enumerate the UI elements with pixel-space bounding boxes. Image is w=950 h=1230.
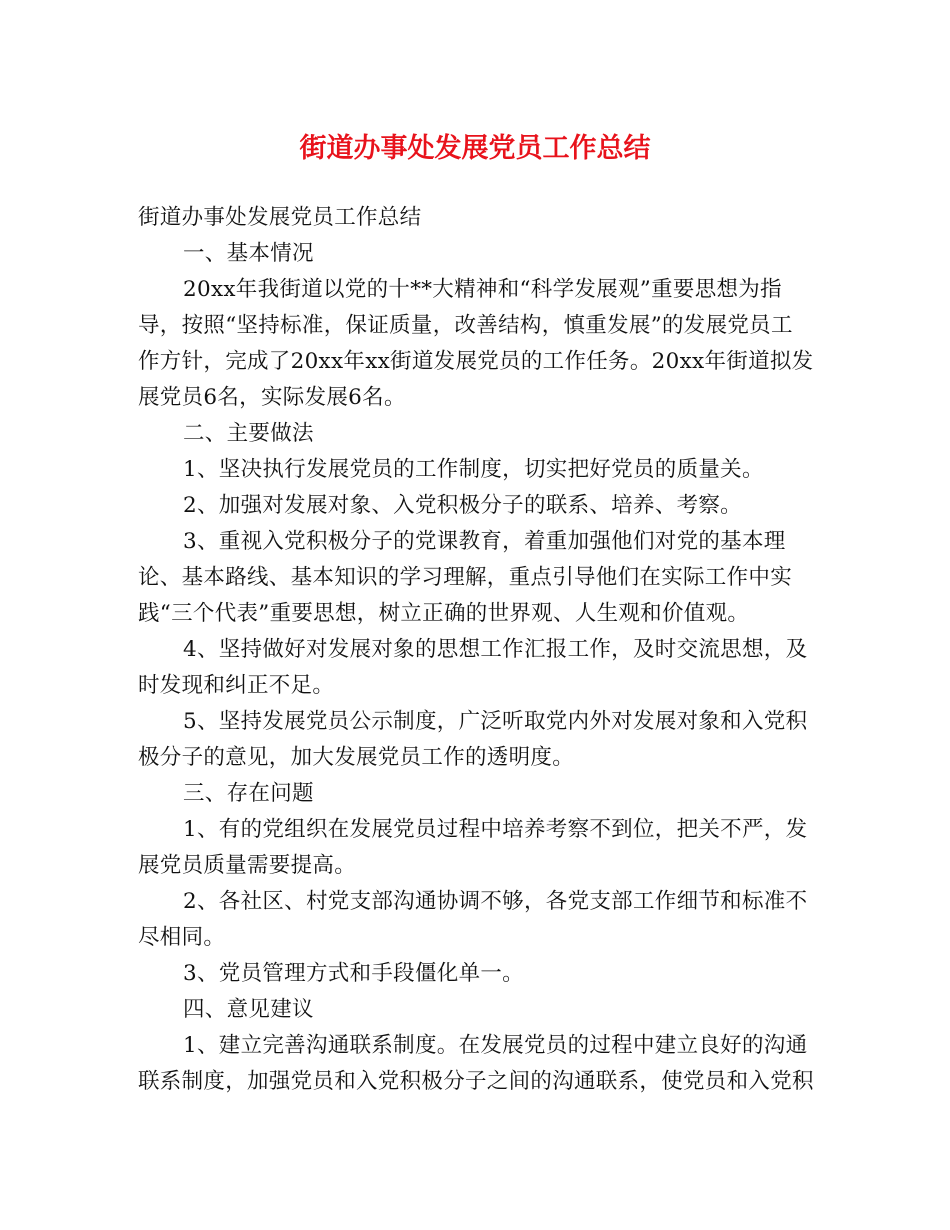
subtitle-paragraph: 街道办事处发展党员工作总结 <box>138 205 422 230</box>
section-heading-basic: 一、基本情况 <box>183 241 314 266</box>
practice-item-4: 4、坚持做好对发展对象的思想工作汇报工作，及时交流思想，及时发现和纠正不足。 <box>138 637 808 698</box>
problem-item-1: 1、有的党组织在发展党员过程中培养考察不到位，把关不严，发展党员质量需要提高。 <box>138 817 808 878</box>
section-heading-suggestions: 四、意见建议 <box>183 997 314 1022</box>
document-body <box>138 200 814 1100</box>
paragraph-basic-situation: 20xx年我街道以党的十**大精神和“科学发展观”重要思想为指导，按照“坚持标准，保证质量，改善结构，慎重发展”的发展党员工作方针，完成了20xx年xx街道发展党员的工作任务。20xx年街道拟发展党员6名，实际发展6名。 <box>138 277 814 410</box>
practice-item-1: 1、坚决执行发展党员的工作制度，切实把好党员的质量关。 <box>183 457 764 482</box>
practice-item-3: 3、重视入党积极分子的党课教育，着重加强他们对党的基本理论、基本路线、基本知识的学习理解，重点引导他们在实际工作中实践“三个代表”重要思想，树立正确的世界观、人生观和价值观。 <box>138 529 793 626</box>
section-heading-practices: 二、主要做法 <box>183 421 314 446</box>
practice-item-2: 2、加强对发展对象、入党积极分子的联系、培养、考察。 <box>183 493 742 518</box>
problem-item-3: 3、党员管理方式和手段僵化单一。 <box>183 961 524 986</box>
section-heading-problems: 三、存在问题 <box>183 781 314 806</box>
practice-item-5: 5、坚持发展党员公示制度，广泛听取党内外对发展对象和入党积极分子的意见，加大发展党员工作的透明度。 <box>138 709 808 770</box>
suggestion-item-1: 1、建立完善沟通联系制度。在发展党员的过程中建立良好的沟通联系制度，加强党员和入党积极分子之间的沟通联系，使党员和入党积 <box>138 1033 814 1094</box>
document-title: 街道办事处发展党员工作总结 <box>299 133 651 164</box>
problem-item-2: 2、各社区、村党支部沟通协调不够，各党支部工作细节和标准不尽相同。 <box>138 889 808 950</box>
